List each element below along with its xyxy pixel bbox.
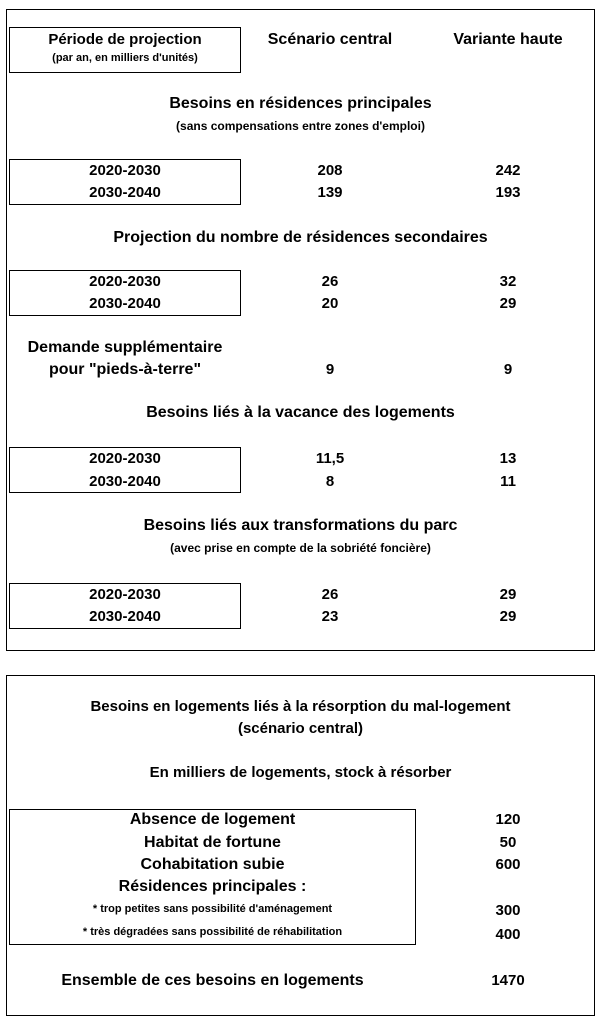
- period-cell: 2030-2040: [89, 295, 161, 312]
- central-value: 20: [321, 295, 339, 312]
- central-value: 26: [321, 273, 339, 290]
- haute-value: 29: [499, 295, 517, 312]
- haute-value: 32: [499, 273, 517, 290]
- mal-logement-label: Cohabitation subie: [140, 856, 285, 873]
- period-cell: 2020-2030: [89, 162, 161, 179]
- haute-value: 29: [499, 608, 517, 625]
- mal-logement-label: Absence de logement: [129, 811, 296, 828]
- haute-value: 242: [495, 162, 521, 179]
- central-value: 208: [317, 162, 343, 179]
- central-value: 139: [317, 184, 343, 201]
- period-cell: 2020-2030: [89, 586, 161, 603]
- period-cell: 2020-2030: [89, 450, 161, 467]
- period-cell: 2020-2030: [89, 273, 161, 290]
- haute-value: 11: [500, 473, 516, 490]
- central-value: 26: [321, 586, 339, 603]
- mal-logement-label: * très dégradées sans possibilité de réhabilitation: [82, 926, 343, 938]
- mal-logement-label: * trop petites sans possibilité d'aménagement: [92, 903, 333, 915]
- haute-value: 9: [503, 361, 513, 378]
- section-title: Besoins en résidences principales: [169, 95, 432, 112]
- mal-logement-title: Besoins en logements liés à la résorption du mal-logement: [90, 698, 511, 715]
- mal-logement-value: 600: [495, 856, 521, 873]
- haute-value: 29: [499, 586, 517, 603]
- mal-logement-subtitle: En milliers de logements, stock à résorber: [149, 764, 452, 781]
- mal-logement-value: 120: [495, 811, 521, 828]
- section-title: Projection du nombre de résidences secondaires: [113, 229, 488, 246]
- pieds-a-terre-label-line2: pour "pieds-à-terre": [48, 361, 202, 378]
- mal-logement-value: 400: [495, 926, 521, 943]
- haute-value: 193: [495, 184, 521, 201]
- section-title: Besoins liés à la vacance des logements: [146, 404, 455, 421]
- mal-logement-title-line2: (scénario central): [237, 720, 364, 737]
- mal-logement-label: Habitat de fortune: [144, 834, 281, 851]
- section-subtitle: (avec prise en compte de la sobriété foncière): [170, 541, 431, 555]
- section-title: Besoins liés aux transformations du parc: [143, 517, 458, 534]
- col-header-haute: Variante haute: [453, 31, 563, 48]
- central-value: 11,5: [315, 450, 345, 467]
- central-value: 23: [321, 608, 339, 625]
- period-header-sublabel: (par an, en milliers d'unités): [52, 52, 198, 64]
- mal-logement-label: Résidences principales :: [118, 878, 307, 895]
- col-header-central: Scénario central: [267, 31, 393, 48]
- period-cell: 2030-2040: [89, 184, 161, 201]
- pieds-a-terre-label-line1: Demande supplémentaire: [27, 339, 223, 356]
- section-subtitle: (sans compensations entre zones d'emploi): [176, 119, 425, 133]
- mal-logement-total-label: Ensemble de ces besoins en logements: [61, 972, 364, 989]
- mal-logement-labels-box: [9, 809, 416, 945]
- period-header-label: Période de projection: [48, 31, 202, 48]
- mal-logement-value: 50: [499, 834, 517, 851]
- mal-logement-total-value: 1470: [491, 972, 525, 989]
- period-cell: 2030-2040: [89, 608, 161, 625]
- central-value: 9: [325, 361, 335, 378]
- haute-value: 13: [499, 450, 517, 467]
- central-value: 8: [325, 473, 335, 490]
- mal-logement-value: 300: [495, 902, 521, 919]
- period-cell: 2030-2040: [89, 473, 161, 490]
